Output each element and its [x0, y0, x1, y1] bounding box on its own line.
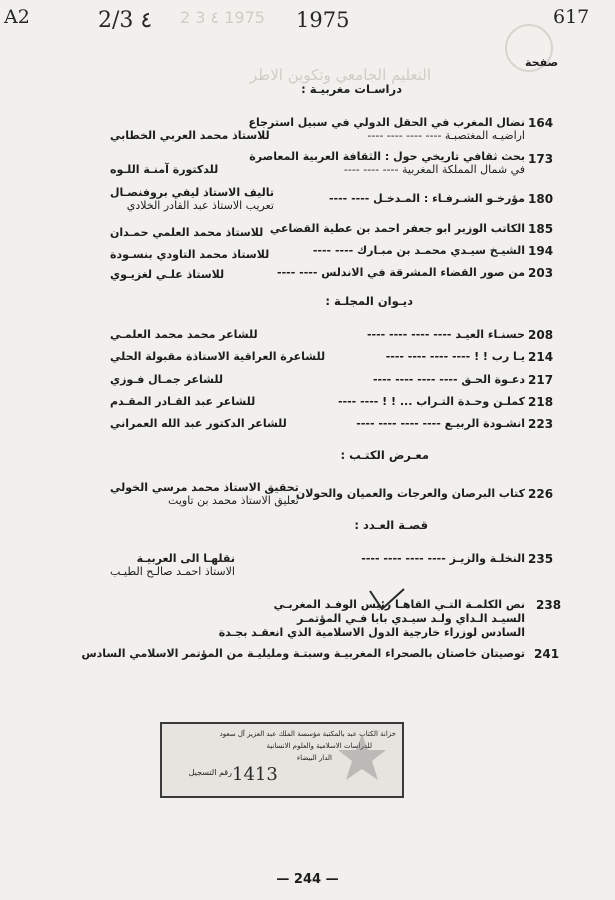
- entry-title-line: توصيتان خاصتان بالصحراء المغربيـة وسبتـة ومليليـة من المؤتمر الاسلامي السادس: [81, 647, 525, 660]
- library-stamp: [160, 722, 404, 798]
- entry-author: للدكتورة آمنـة اللـوه: [110, 163, 219, 176]
- entry-title: بحث ثقافي تاريخي حول : الثقافة العربية المعاصرة في شمال المملكة المغربية ---- ---- ----: [249, 150, 525, 176]
- entry-title: دعـوة الحـق ---- ---- ---- ----: [372, 373, 525, 386]
- entry-title: الشيـخ سيـدي محمـد بن مبـارك ---- ----: [312, 244, 525, 257]
- entry-title: نضال المغرب في الحقل الدولي في سبيل استرجاع اراضيـه المغتصبـة ---- ---- ---- ----: [248, 116, 525, 142]
- entry-author: نقلهـا الى العربيـة الاستاذ احمـد صالـح الطيـب: [110, 552, 235, 578]
- entry-author: للشاعر جمـال فـوزي: [110, 373, 223, 386]
- entry-title: يـا رب ! ! ---- ---- ---- ----: [385, 350, 525, 363]
- section-header-diwan: ديـوان المجلـة :: [325, 294, 413, 308]
- entry-page: 214: [528, 350, 554, 364]
- handwritten-issue: 2/3 ٤: [98, 8, 153, 33]
- entry-title-line: السيـد الـداي ولـد سيـدي بابا فـي المؤتمـر: [296, 612, 525, 625]
- stamp-text: رقم التسجيل: [188, 768, 232, 777]
- entry-page: 238: [536, 598, 562, 612]
- entry-author: للاستاذ محمد العلمي حمـدان: [110, 226, 264, 239]
- page-column-header: صفحة: [525, 56, 559, 69]
- entry-title: من صور القضاء المشرقة في الاندلس ---- ----: [277, 266, 525, 279]
- entry-author: للاستاذ محمد التاودي بنسـودة: [110, 248, 270, 261]
- stamp-text: خزانة الكتاب عبد بالمكتبة مؤسسة الملك عبد العزيز آل سعود: [219, 730, 396, 738]
- entry-page: 235: [528, 552, 554, 566]
- entry-title: كملـن وحـدة التـراب ... ! ! ---- ----: [337, 395, 525, 408]
- entry-author: تاليف الاستاذ ليفي بروفنصـال تعريب الاستاذ عبد القادر الخلادي: [110, 186, 274, 212]
- handwritten-year: 1975: [296, 8, 350, 32]
- entry-page: 194: [528, 244, 554, 258]
- entry-page: 180: [528, 192, 554, 206]
- entry-page: 185: [528, 222, 554, 236]
- entry-author: للاستاذ محمد العربي الخطابي: [110, 129, 270, 142]
- entry-author: للشاعر الدكتور عبد الله العمراني: [110, 417, 287, 430]
- section-header-story: قصـة العـدد :: [354, 518, 428, 532]
- entry-page: 173: [528, 152, 554, 166]
- entry-page: 223: [528, 417, 554, 431]
- stamp-text: الدار البيضاء: [296, 754, 332, 762]
- page-number: — 244 —: [276, 872, 339, 887]
- entry-title: النخلـة والزيـز ---- ---- ---- ----: [361, 552, 525, 565]
- entry-title: حسنـاء العيـد ---- ---- ---- ----: [366, 328, 525, 341]
- entry-page: 164: [528, 116, 554, 130]
- entry-title: كتاب البرصان والعرجات والعميان والحولان: [295, 487, 525, 500]
- entry-page: 203: [528, 266, 554, 280]
- entry-author: للشاعر محمد محمد العلمـي: [110, 328, 258, 341]
- entry-title: انشـودة الربيـع ---- ---- ---- ----: [356, 417, 525, 430]
- section-header-studies: دراسـات مغربيـة :: [301, 82, 402, 96]
- entry-author: للشاعر عبد القـادر المقـدم: [110, 395, 256, 408]
- entry-page: 217: [528, 373, 554, 387]
- entry-page: 226: [528, 487, 554, 501]
- entry-author: للاستاذ علـي لغزيـوي: [110, 268, 225, 281]
- bleed-through-text: 2 3 ٤ 1975: [180, 8, 265, 27]
- entry-page: 208: [528, 328, 554, 342]
- entry-author: للشاعرة العراقية الاستاذة مقبولة الحلي: [110, 350, 326, 363]
- entry-page: 241: [534, 647, 560, 661]
- stamp-text: للدراسات الاسلامية والعلوم الانسانية: [266, 742, 372, 750]
- entry-page: 218: [528, 395, 554, 409]
- entry-title: مؤرخـو الشـرفـاء : المـدخـل ---- ----: [328, 192, 525, 205]
- bleed-through-text: التعليم الجامعي وتكوين الاطر: [250, 66, 432, 84]
- handwritten-checkmark: [368, 587, 406, 613]
- section-header-books: معـرض الكتـب :: [340, 448, 429, 462]
- handwritten-number: 617: [553, 6, 590, 28]
- stamp-emblem-icon: [332, 730, 392, 788]
- entry-author: تحقيق الاستاذ محمد مرسي الخولي تعليق الاستاذ محمد بن تاويت: [110, 481, 299, 507]
- handwritten-code: A2: [4, 6, 30, 28]
- entry-title-line: السادس لوزراء خارجية الدول الاسلامية الذي انعقـد بجـدة: [218, 626, 525, 639]
- stamp-registration-number: 1413: [232, 764, 278, 785]
- entry-title: الكاتب الوزير ابو جعفر احمد بن عطية القضاعي: [269, 222, 525, 235]
- entry-title-line: نص الكلمـة التـي القاهـا رئيس الوفـد المغربـي: [273, 598, 525, 611]
